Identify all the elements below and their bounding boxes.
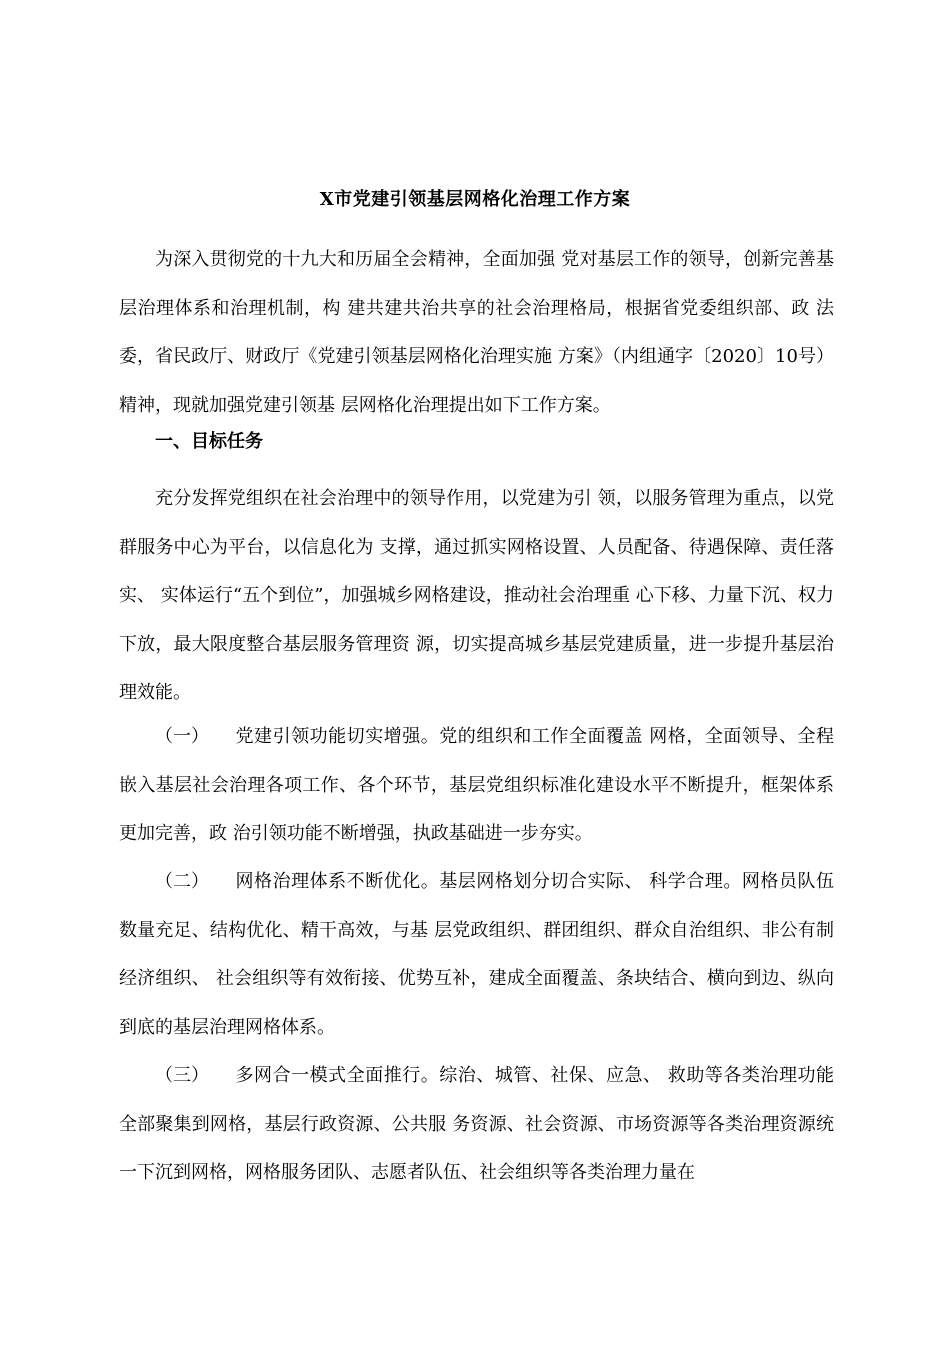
list-item-text: 党建引领功能切实增强。党的组织和工作全面覆盖 网格，全面领导、全程嵌入基层社会治理各项工作、各个环节，基层党组织标准化建设水平不断提升，框架体系更加完善，政 治引领功能不断增强，执政基础进一步夯实。: [119, 726, 834, 844]
document-title: X市党建引领基层网格化治理工作方案: [319, 189, 631, 210]
list-item: [119, 1052, 834, 1198]
list-item-number: （二）: [155, 871, 209, 892]
list-item-number: （三）: [155, 1065, 209, 1086]
goals-paragraph: 充分发挥党组织在社会治理中的领导作用，以党建为引 领，以服务管理为重点，以党群服务中心为平台，以信息化为 支撑，通过抓实网格设置、人员配备、待遇保障、责任落实、 实体运行“五个到位”，加强城乡网格建设，推动社会治理重 心下移、力量下沉、权力下放，最大限度整合基层服务管理资 源，切实提高城乡基层党建质量，进一步提升基层治理效能。: [119, 488, 834, 703]
intro-paragraph: 为深入贯彻党的十九大和历届全会精神，全面加强 党对基层工作的领导，创新完善基层治理体系和治理机制，构 建共建共治共享的社会治理格局，根据省党委组织部、政 法委，省民政厅、财政厅《党建引领基层网格化治理实施 方案》（内组通字〔2020〕10号）精神，现就加强党建引领基 层网格化治理提出如下工作方案。: [119, 249, 834, 416]
list-item-text: 网格治理体系不断优化。基层网格划分切合实际、 科学合理。网格员队伍数量充足、结构优化、精干高效，与基 层党政组织、群团组织、群众自治组织、非公有制经济组织、 社会组织等有效衔接、优势互补，建成全面覆盖、条块结合、横向到边、纵向到底的基层治理网格体系。: [119, 871, 834, 1038]
section-heading-goals: 一、目标任务: [155, 431, 263, 452]
list-item-text: 多网合一模式全面推行。综治、城管、社保、应急、 救助等各类治理功能全部聚集到网格，基层行政资源、公共服 务资源、社会资源、市场资源等各类治理资源统一下沉到网格，网格服务团队、志愿者队伍、社会组织等各类治理力量在: [119, 1065, 834, 1183]
list-item: [119, 858, 834, 1052]
list-item-number: （一）: [155, 726, 209, 747]
list-item: [119, 713, 834, 859]
